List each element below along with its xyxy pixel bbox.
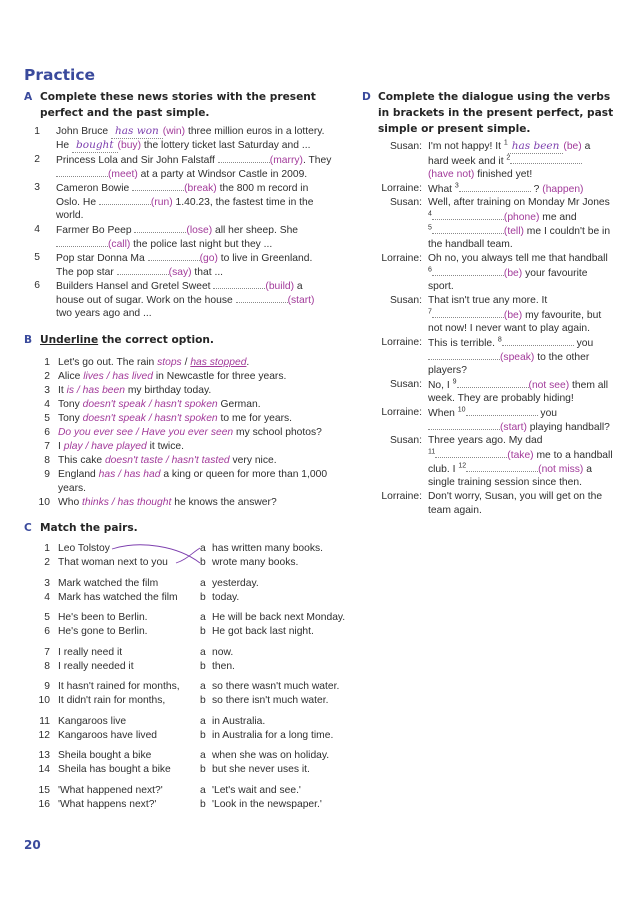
item-number: 1 [44,357,50,368]
verb-prompt: (meet) [108,169,138,180]
verb-prompt: (break) [184,183,217,194]
text-run: house out of sugar. Work on the house [56,295,236,306]
match-left-item: Sheila has bought a bike [58,764,171,775]
verb-prompt: (start) [287,295,315,306]
pair-number: 6 [44,626,50,637]
option-letter: a [200,750,206,761]
text-run: hard week and it [428,156,507,167]
blank-number: 10 [457,406,466,414]
text-run: This is terrible. [428,338,498,349]
match-right-item[interactable]: in Australia. [212,715,266,727]
verb-prompt: (take) [507,450,534,461]
text-run: very nice. [229,455,277,466]
text-run: Princess Lola and Sir John Falstaff [56,155,218,166]
answer-blank[interactable] [432,224,504,234]
page-title: Practice [24,66,96,84]
dialogue-line [428,280,454,293]
dialogue-line [428,182,583,196]
text-run: German. [217,399,261,410]
verb-prompt: (happen) [542,184,584,195]
dialogue-line [428,490,602,503]
blank-number: 8 [497,336,502,344]
text-run: you [537,408,558,419]
option-choice[interactable]: play / have played [63,441,147,452]
option-choice[interactable]: doesn't speak / hasn't spoken [82,413,218,424]
answer-blank[interactable] [428,350,500,360]
text-run: me to a handball [533,450,613,461]
option-letter: a [200,543,206,554]
option-letter: a [200,715,206,727]
answer-blank[interactable] [428,420,500,430]
match-left-item: Sheila bought a bike [58,750,152,761]
verb-prompt: (lose) [186,225,213,236]
match-right-item[interactable]: so there isn't much water. [212,695,329,706]
text-run: That isn't true any more. It [428,295,548,306]
match-left-item: It didn't rain for months, [58,695,166,706]
verb-prompt: (be) [503,310,523,321]
match-right-item[interactable]: 'Let's wait and see.' [212,784,301,796]
text-run: my favourite, but [522,310,602,321]
match-right-item[interactable]: then. [212,660,235,672]
pair-number: 14 [38,764,50,775]
item-number: 10 [38,497,50,508]
text-run: the police last night but they ... [130,239,273,250]
pair-number: 15 [38,784,50,796]
text-run: a king or queen for more than 1,000 [160,469,328,480]
match-left-item: Kangaroos have lived [58,729,158,741]
text-run: your favourite [522,268,588,279]
answer-blank[interactable] [432,210,504,220]
pair-number: 12 [38,729,50,741]
answer-blank[interactable] [432,266,504,276]
item-number: 3 [34,182,40,193]
option-letter: a [200,612,206,623]
text-run: Three years ago. My dad [428,435,543,446]
option-letter: a [200,784,206,796]
match-left-item: He's gone to Berlin. [58,626,148,637]
text-run: The pop star [56,267,117,278]
dialogue-line [428,462,592,476]
dialogue-line [428,168,532,181]
handwritten-answer[interactable]: bought [72,139,118,153]
dialogue-line [428,336,593,350]
item-number: 2 [44,371,50,382]
verb-prompt: (speak) [500,352,535,363]
text-run: Tony [58,399,83,410]
item-number: 8 [44,455,50,466]
text-run: a [583,464,592,475]
text-run: not now! I never want to play again. [428,323,590,334]
option-choice[interactable]: thinks / has thought [82,497,172,508]
text-run: the handball team. [428,239,513,250]
text-run: sport. [428,281,454,292]
text-run: my school photos? [233,427,322,438]
verb-prompt: (call) [108,239,131,250]
section-c-text: Match the pairs. [40,522,138,534]
text-run: two years ago and ... [56,308,152,319]
match-left-item: That woman next to you [58,557,168,568]
text-run: This cake [58,455,105,466]
dialogue-line [428,364,467,377]
answer-blank[interactable] [432,308,504,318]
section-b-letter: B [24,334,33,346]
text-run: that ... [191,267,224,278]
option-choice[interactable]: lives / has lived [83,371,154,382]
text-run: I [58,441,64,452]
answer-blank[interactable] [510,154,582,164]
text-run: it twice. [146,441,184,452]
verb-prompt: (say) [168,267,192,278]
dialogue-line [428,238,513,251]
underline-word: Underline [40,334,99,346]
text-run: Farmer Bo Peep [56,225,135,236]
match-left-item: Mark watched the film [58,577,159,589]
blank-number: 9 [452,378,457,386]
text-run: at a party at Windsor Castle in 2009. [137,169,308,180]
pair-number: 3 [44,577,50,589]
match-left-item: I really need it [58,646,123,658]
dialogue-line [428,476,582,489]
match-left-item: It hasn't rained for months, [58,681,180,692]
text-run: Builders Hansel and Gretel Sweet [56,281,214,292]
text-run: It [58,385,67,396]
verb-prompt: (not see) [528,380,570,391]
text-run: Pop star Donna Ma [56,253,148,264]
dialogue-line [428,448,613,462]
speaker-name: Lorraine: [381,337,422,348]
verb-prompt: (build) [265,281,295,292]
text-run: What [428,184,455,195]
blank-number: 11 [428,448,436,456]
dialogue-line [428,392,574,405]
text-run: my birthday today. [124,385,212,396]
item-number: 6 [34,280,40,291]
verb-prompt: (buy) [117,140,142,151]
option-letter: b [200,557,206,568]
text-run: playing handball? [526,422,610,433]
option-choice[interactable]: Do you ever see / Have you ever seen [58,427,234,438]
pair-number: 16 [38,798,50,810]
verb-prompt: (marry) [269,155,303,166]
match-left-item: I really needed it [58,660,134,672]
speaker-name: Susan: [389,379,422,390]
dialogue-line [428,196,610,209]
item-number: 4 [34,224,40,235]
option-choice[interactable]: doesn't taste / hasn't tasted [104,455,230,466]
text-run: single training session since then. [428,477,582,488]
text-run: / [181,357,191,368]
answer-blank[interactable] [466,462,538,472]
blank-number: 5 [428,224,432,232]
text-run: to me for years. [217,413,293,424]
blank-number: 4 [428,210,432,218]
text-run: finished yet! [474,169,533,180]
dialogue-line [428,210,577,224]
text-run: the 800 m record in [216,183,309,194]
pair-number: 5 [44,612,50,623]
pair-number: 1 [44,543,50,554]
verb-prompt: (run) [150,197,173,208]
option-letter: a [200,577,206,589]
text-run: to the other [534,352,590,363]
page-number: 20 [24,838,41,852]
text-run: . They [302,155,332,166]
dialogue-line [428,266,587,280]
verb-prompt: (win) [162,126,186,137]
pair-number: 9 [44,681,50,692]
match-right-item[interactable]: now. [212,646,234,658]
dialogue-line [428,140,590,154]
item-number: 3 [44,385,50,396]
option-letter: b [200,729,206,741]
verb-prompt: (go) [199,253,218,264]
speaker-name: Lorraine: [381,183,422,194]
section-a-text: Complete these news stories with the present perfect and the past simple. [40,91,316,119]
text-run: he knows the answer? [171,497,277,508]
dialogue-line [428,224,610,238]
match-left-item: Leo Tolstoy [58,543,110,554]
item-number: 6 [44,427,50,438]
dialogue-line [428,154,582,168]
text-run: world. [56,210,84,221]
text-run: Tony [58,413,83,424]
match-left-item: Mark has watched the film [58,591,178,603]
text-run: No, I [428,380,453,391]
text-run: . [246,357,250,368]
answer-blank[interactable] [502,336,574,346]
text-run: all her sheep. She [212,225,299,236]
answer-blank[interactable] [459,182,531,192]
text-run: Let's go out. The rain [58,357,158,368]
verb-prompt: (have not) [428,169,475,180]
text-run: a [581,141,591,152]
verb-prompt: (be) [503,268,523,279]
speaker-name: Susan: [389,141,422,152]
text-run: 1.40.23, the fastest time in the [172,197,314,208]
blank-number: 2 [506,154,511,162]
text-run: Who [58,497,83,508]
text-run: Cameron Bowie [56,183,133,194]
speaker-name: Lorraine: [381,253,422,264]
answer-blank[interactable] [466,406,538,416]
option-letter: a [200,646,206,658]
answer-blank[interactable] [457,378,529,388]
match-right-item[interactable]: when she was on holiday. [212,750,330,761]
match-right-item[interactable]: He got back last night. [212,626,314,637]
text-run: in Newcastle for three years. [153,371,287,382]
match-left-item: Kangaroos live [58,715,127,727]
speaker-name: Lorraine: [381,407,422,418]
verb-prompt: (start) [500,422,527,433]
match-left-item: 'What happens next?' [58,798,157,810]
item-number: 5 [34,252,40,263]
text-run: He [56,140,73,151]
text-run: I'm not happy! It [428,141,504,152]
text-run: Don't worry, Susan, you will get on the [428,491,603,502]
pair-number: 4 [44,591,50,603]
text-run: them all [569,380,609,391]
option-choice[interactable]: stops [157,357,182,368]
text-run: three million euros in a lottery. [185,126,325,137]
text-run: the lottery ticket last Saturday and ... [141,140,311,151]
dialogue-line [428,322,590,335]
text-run: Alice [58,371,84,382]
dialogue-line [428,378,608,392]
section-d-text: Complete the dialogue using the verbs in brackets in the present perfect, past simple or present simple. [378,91,614,135]
option-letter: b [200,591,206,603]
text-run: ? [530,184,543,195]
match-right-item[interactable]: in Australia for a long time. [212,729,334,741]
section-d-letter: D [362,91,371,103]
match-left-item: He's been to Berlin. [58,612,148,623]
verb-prompt: (not miss) [538,464,584,475]
text-run: players? [428,365,467,376]
item-number: 1 [34,126,40,137]
match-right-item[interactable]: yesterday. [212,577,259,589]
option-letter: b [200,695,206,706]
verb-prompt: (tell) [503,226,524,237]
pair-number: 11 [39,715,50,727]
text-run: When [428,408,458,419]
blank-number: 3 [454,182,459,190]
dialogue-line [428,420,610,434]
dialogue-line [428,406,557,420]
blank-number: 7 [428,308,432,316]
item-number: 7 [44,441,50,452]
text-run: me and [539,212,577,223]
text-run: me I couldn't be in [523,226,611,237]
match-left-item: 'What happened next?' [58,784,163,796]
speaker-name: Lorraine: [381,491,422,502]
item-number: 5 [44,413,50,424]
option-letter: a [200,681,206,692]
text-run: Oh no, you always tell me that handball [428,253,608,264]
dialogue-line [428,350,589,364]
option-letter: b [200,626,206,637]
dialogue-line [428,504,482,517]
item-number: 2 [34,154,40,165]
option-letter: b [200,660,206,672]
section-d-instruction [362,89,622,137]
option-choice[interactable]: is / has been [66,385,125,396]
section-c-letter: C [24,522,32,534]
dialogue-line [428,434,542,447]
pair-number: 2 [44,557,50,568]
dialogue-line [428,252,608,265]
pair-number: 7 [44,646,50,658]
option-letter: b [200,764,206,775]
match-right-item[interactable]: today. [212,591,240,603]
dialogue-line [428,308,601,322]
text-run: Oslo. He [56,197,99,208]
text-run: to live in Greenland. [217,253,313,264]
selected-option[interactable]: has stopped [190,357,247,368]
section-b-text: the correct option. [98,334,214,346]
answer-blank[interactable] [435,448,507,458]
verb-prompt: (phone) [503,212,540,223]
text-run: a [294,281,303,292]
text-run: years. [58,483,87,494]
match-right-item[interactable]: has written many books. [212,543,324,554]
speaker-name: Susan: [389,435,422,446]
match-right-item[interactable]: wrote many books. [212,557,299,568]
option-letter: b [200,798,206,810]
option-choice[interactable]: doesn't speak / hasn't spoken [82,399,218,410]
text-run: week. They are probably hiding! [428,393,574,404]
item-number: 9 [44,469,50,480]
blank-number: 12 [458,462,467,470]
section-a-letter: A [24,91,33,103]
text-run: club. I [428,464,459,475]
dialogue-line [428,294,547,307]
handwritten-answer[interactable]: has won [111,125,163,139]
text-run: team again. [428,505,482,516]
pair-number: 13 [38,750,50,761]
text-run: England [58,469,99,480]
match-right-item[interactable]: He will be back next Monday. [212,612,346,623]
option-choice[interactable]: has / has had [98,469,161,480]
item-number: 4 [44,399,50,410]
pair-number: 10 [38,695,50,706]
pair-number: 8 [44,660,50,672]
text-run: John Bruce [56,126,111,137]
text-run: Well, after training on Monday Mr Jones [428,197,610,208]
verb-prompt: (be) [563,141,582,152]
match-right-item[interactable]: so there wasn't much water. [212,681,340,692]
handwritten-answer[interactable]: has been [508,140,564,154]
speaker-name: Susan: [389,197,422,208]
blank-number: 6 [428,266,432,274]
speaker-name: Susan: [389,295,422,306]
match-line-1 [112,545,200,563]
match-right-item[interactable]: 'Look in the newspaper.' [212,798,322,810]
match-right-item[interactable]: but she never uses it. [212,764,310,775]
text-run: you [573,338,594,349]
blank-number: 1 [503,139,508,147]
